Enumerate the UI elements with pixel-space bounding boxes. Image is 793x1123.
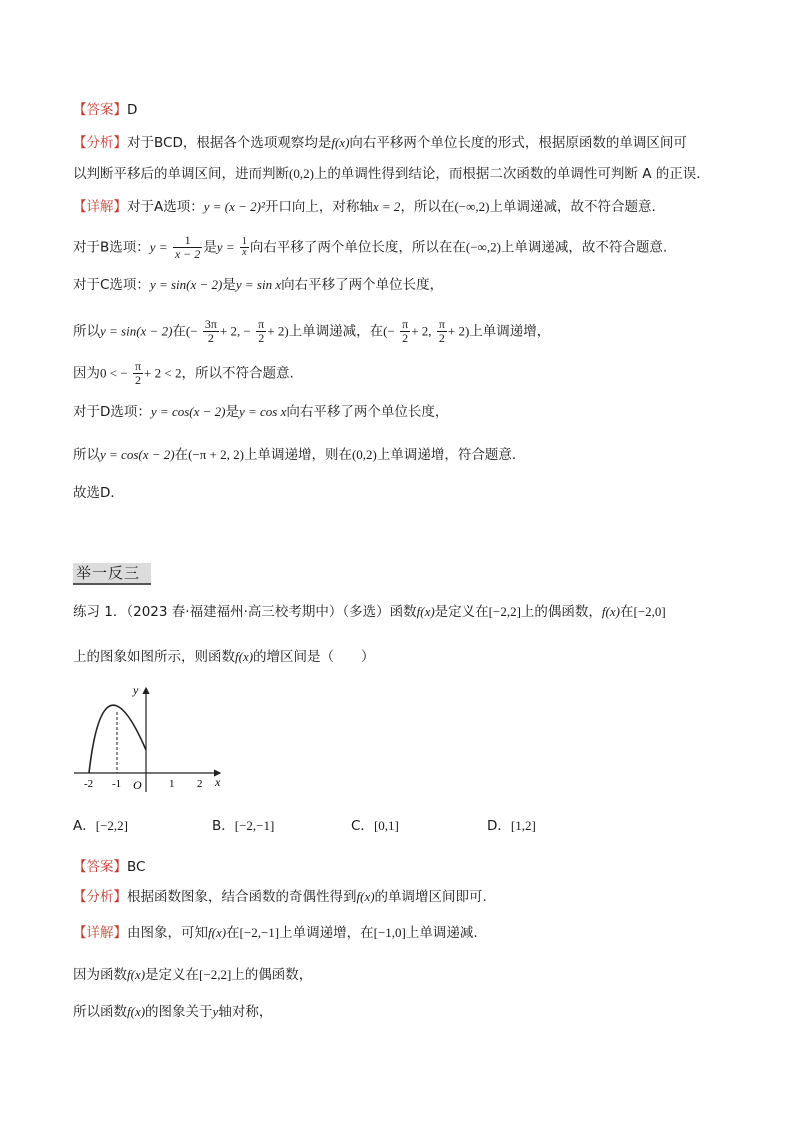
analysis-line-2: 以判断平移后的单调区间，进而判断(0,2)上的单调性得到结论，而根据二次函数的单调性可判断 A 的正误.	[73, 166, 701, 182]
answer-tag: 【答案】	[73, 859, 127, 875]
analysis-tag: 【分析】	[73, 135, 127, 151]
detail-line-2: 【详解】由图象，可知f(x)在[−2,−1]上单调递增，在[−1,0]上单调递减.	[73, 925, 478, 941]
final-choice: 故选D．	[73, 485, 124, 501]
detail-tag: 【详解】	[73, 199, 127, 215]
tick-label: -1	[112, 778, 122, 790]
y-axis-label: y	[133, 683, 139, 697]
exercise-line-1: 练习 1．（2023 春·福建福州·高三校考期中）（多选）函数f(x)是定义在[−2,2]上的偶函数，f(x)在[−2,0]	[73, 604, 666, 620]
detail-option-d-intervals: 所以y = cos(x − 2)在(−π + 2, 2)上单调递增，则在(0,2)上单调递增，符合题意.	[73, 447, 517, 463]
exercise-line-2: 上的图象如图所示，则函数f(x)的增区间是（ ）	[73, 649, 375, 665]
detail-option-c-conclusion: 因为0 < − $\frac{\pi}{2}$ + 2 < 2，所以不符合题意.	[73, 359, 294, 387]
detail-line-3: 因为函数f(x)是定义在[−2,2]上的偶函数，	[73, 967, 313, 983]
answer-value: D	[127, 102, 138, 118]
option-d[interactable]: D．[1,2]	[487, 818, 536, 834]
fraction-1-over-x: $\frac{1}{x}$	[241, 236, 247, 258]
function-graph	[70, 680, 230, 800]
detail-option-a: 【详解】对于A选项：y = (x − 2)²开口向上，对称轴x = 2，所以在(−∞,2)上单调递减，故不符合题意.	[73, 199, 656, 215]
option-b[interactable]: B．[−2,−1]	[212, 818, 275, 834]
option-a[interactable]: A．[−2,2]	[73, 818, 128, 834]
detail-option-d: 对于D选项：y = cos(x − 2)是y = cos x向右平移了两个单位长度，	[73, 404, 449, 420]
detail-line-4: 所以函数f(x)的图象关于y轴对称，	[73, 1004, 273, 1020]
option-c[interactable]: C．[0,1]	[351, 818, 399, 834]
detail-option-c: 对于C选项：y = sin(x − 2)是y = sin x向右平移了两个单位长度，	[73, 277, 444, 293]
answer-line-2	[73, 858, 145, 876]
tick-label: -2	[84, 778, 94, 790]
tick-label: 2	[197, 778, 203, 790]
origin-label: O	[133, 778, 142, 792]
answer-line-1	[73, 101, 137, 119]
detail-option-c-intervals: 所以y = sin(x − 2)在(− $\frac{3\pi}{2}$ + 2, − $\frac{\pi}{2}$ + 2)上单调递减，在(− $\frac{\pi}{2}$ + 2, $\frac{\pi}{2}$ + 2)上单调递增，	[73, 317, 551, 345]
section-header: 举一反三	[73, 563, 151, 585]
x-axis-label: x	[215, 775, 221, 789]
answer-value: BC	[127, 859, 146, 875]
fraction-1-over-x-2: $\frac{1}{x - 2}$	[174, 233, 201, 261]
answer-tag: 【答案】	[73, 102, 127, 118]
analysis-line-3: 【分析】根据函数图象，结合函数的奇偶性得到f(x)的单调增区间即可.	[73, 889, 487, 905]
analysis-line-1: 【分析】对于BCD，根据各个选项观察均是f(x)向右平移两个单位长度的形式，根据原函数的单调区间可	[73, 135, 687, 151]
analysis-tag: 【分析】	[73, 889, 127, 905]
tick-label: 1	[169, 778, 175, 790]
detail-option-b: 对于B选项：y = $\frac{1}{x - 2}$ 是y = $\frac{1}{x}$ 向右平移了两个单位长度，所以在在(−∞,2)上单调递减，故不符合题意.	[73, 233, 668, 261]
detail-tag: 【详解】	[73, 925, 127, 941]
